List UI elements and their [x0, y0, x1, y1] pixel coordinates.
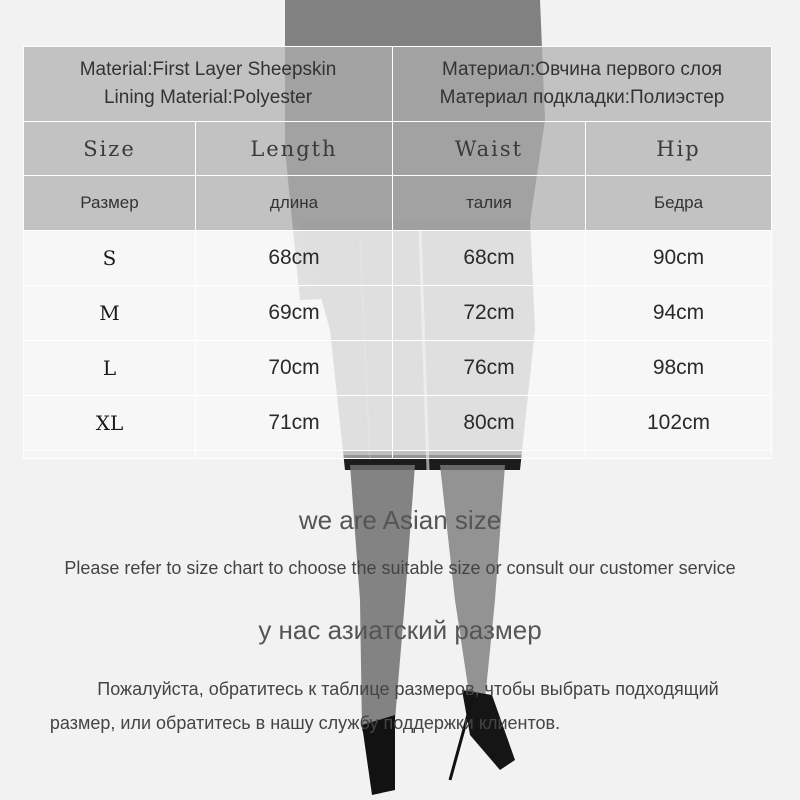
- header-size: Size: [24, 122, 196, 176]
- header-hip: Hip: [586, 122, 772, 176]
- size-cell: XL: [24, 396, 196, 451]
- size-chart-advice-en: Please refer to size chart to choose the suitable size or consult our customer service: [64, 558, 736, 578]
- table-row: [24, 396, 772, 451]
- hip-cell: 102cm: [586, 396, 772, 451]
- size-cell: M: [24, 286, 196, 341]
- table-row: [24, 231, 772, 286]
- header-length-ru: длина: [196, 176, 393, 231]
- material-row: [24, 47, 772, 122]
- waist-cell: 68cm: [393, 231, 586, 286]
- tail-cell: [393, 451, 586, 459]
- material-ru-cell: [393, 47, 772, 122]
- lining-en-line: Lining Material:Polyester: [103, 87, 313, 108]
- table-row: [24, 286, 772, 341]
- size-cell: S: [24, 231, 196, 286]
- header-length: Length: [196, 122, 393, 176]
- length-cell: 71cm: [196, 396, 393, 451]
- size-cell: L: [24, 341, 196, 396]
- material-en-cell: [24, 47, 393, 122]
- waist-cell: 72cm: [393, 286, 586, 341]
- asian-size-note-en: we are Asian size: [298, 505, 502, 535]
- header-waist: Waist: [393, 122, 586, 176]
- hip-cell: 90cm: [586, 231, 772, 286]
- material-en-line: Material:First Layer Sheepskin: [79, 59, 337, 80]
- header-row: [24, 122, 772, 176]
- length-cell: 69cm: [196, 286, 393, 341]
- lining-ru-line: Материал подкладки:Полиэстер: [439, 87, 725, 108]
- table-row-tail: [24, 451, 772, 459]
- hip-cell: 98cm: [586, 341, 772, 396]
- waist-cell: 80cm: [393, 396, 586, 451]
- hip-cell: 94cm: [586, 286, 772, 341]
- tail-cell: [586, 451, 772, 459]
- size-chart-advice-ru: [0, 672, 800, 740]
- length-cell: 68cm: [196, 231, 393, 286]
- waist-cell: 76cm: [393, 341, 586, 396]
- length-cell: 70cm: [196, 341, 393, 396]
- header-waist-ru: талия: [393, 176, 586, 231]
- asian-size-note-ru: у нас азиатский размер: [258, 615, 542, 645]
- tail-cell: [24, 451, 196, 459]
- advice-ru-line2: размер, или обратитесь в нашу службу поддержки клиентов.: [49, 713, 561, 733]
- header-row-ru: [24, 176, 772, 231]
- tail-cell: [196, 451, 393, 459]
- header-size-ru: Размер: [24, 176, 196, 231]
- advice-ru-line1: Пожалуйста, обратитесь к таблице размеров, чтобы выбрать подходящий: [97, 679, 719, 699]
- header-hip-ru: Бедра: [586, 176, 772, 231]
- size-chart-table: [23, 46, 772, 459]
- material-ru-line: Материал:Овчина первого слоя: [441, 59, 723, 80]
- table-row: [24, 341, 772, 396]
